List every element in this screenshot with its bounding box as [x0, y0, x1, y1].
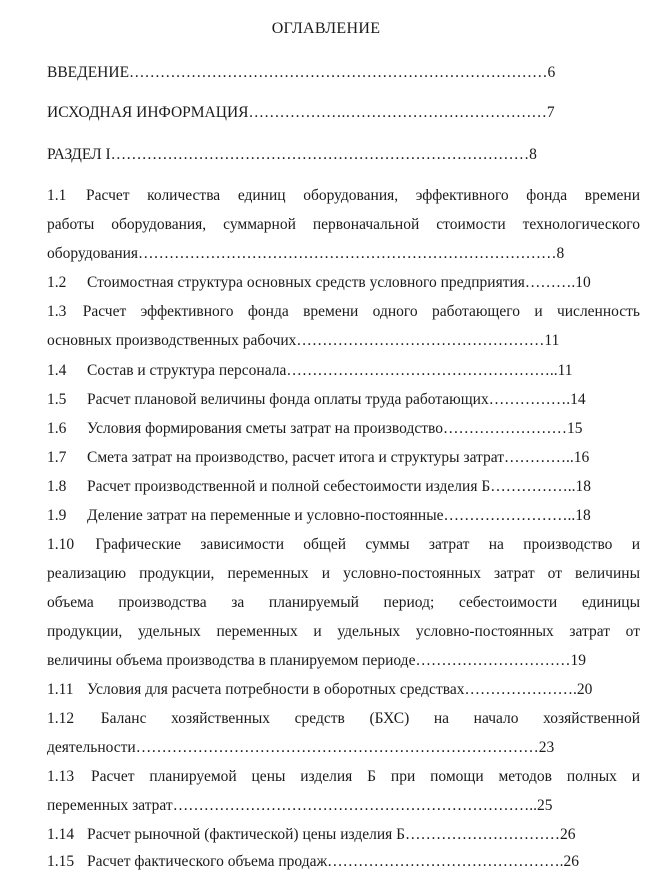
- toc-entry-text: Условия формирования сметы затрат на производство……………………15: [87, 420, 583, 437]
- toc-entry-text: Расчет планируемой цены изделия Б при помощи методов полных и: [90, 768, 640, 785]
- toc-entry-section-1: [47, 145, 640, 165]
- toc-entry-text: работы оборудования, суммарной первоначальной стоимости технологического: [47, 216, 640, 233]
- toc-entry-number: 1.5: [47, 391, 67, 408]
- toc-entry-1-13: [47, 767, 640, 787]
- toc-entry-1-9: [47, 506, 640, 526]
- toc-entry-text: объема производства за планируемый период; себестоимости единицы: [47, 594, 640, 611]
- page-title: ОГЛАВЛЕНИЕ: [271, 20, 381, 37]
- toc-entry-1-7: [47, 448, 640, 468]
- toc-entry-number: 1.11: [47, 681, 74, 698]
- toc-entry-text: оборудования………………………………………………………………………8: [47, 245, 565, 262]
- toc-entry-1-3: [47, 302, 640, 322]
- toc-entry-text: Состав и структура персонала……………………………………………..11: [87, 362, 573, 379]
- toc-entry-text: ИСХОДНАЯ ИНФОРМАЦИЯ……………….…………………………………7: [47, 104, 555, 121]
- toc-entry-text: Расчет эффективного фонда времени одного работающего и численность: [82, 303, 640, 320]
- toc-entry-number: 1.6: [47, 420, 67, 437]
- toc-entry-text: Условия для расчета потребности в оборотных средствах………………….20: [87, 681, 593, 698]
- toc-entry-1-10-cont: [47, 593, 640, 613]
- toc-entry-number: 1.10: [47, 536, 75, 553]
- toc-entry-text: величины объема производства в планируемом периоде…………………………19: [47, 652, 586, 669]
- toc-entry-text: реализацию продукции, переменных и условно-постоянных затрат от величины: [47, 565, 640, 582]
- toc-entry-text: деятельности……………………………………………………………………23: [47, 739, 555, 756]
- toc-entry-1-12-cont: [47, 738, 640, 758]
- toc-entry-number: 1.7: [47, 449, 67, 466]
- toc-entry-1-1-cont: [47, 244, 640, 264]
- toc-entry-1-2: [47, 273, 640, 293]
- toc-entry-1-3-cont: [47, 331, 640, 351]
- toc-entry-1-10-cont: [47, 622, 640, 642]
- toc-entry-1-15: [47, 852, 640, 872]
- toc-entry-1-4: [47, 361, 640, 381]
- toc-entry-1-12: [47, 709, 640, 729]
- toc-entry-introduction: [47, 63, 640, 83]
- toc-entry-text: основных производственных рабочих…………………………………………11: [47, 332, 560, 349]
- toc-entry-text: ВВЕДЕНИЕ………………………………………………………………………6: [47, 64, 556, 81]
- toc-entry-1-1-cont: [47, 215, 640, 235]
- toc-entry-number: 1.2: [47, 274, 67, 291]
- toc-entry-number: 1.3: [47, 303, 67, 320]
- toc-entry-text: Деление затрат на переменные и условно-постоянные……………………..18: [87, 507, 591, 524]
- toc-entry-1-14: [47, 825, 640, 845]
- toc-entry-text: РАЗДЕЛ I………………………………………………………………………8: [47, 146, 537, 163]
- toc-entry-number: 1.13: [47, 768, 75, 785]
- toc-entry-text: продукции, удельных переменных и удельных условно-постоянных затрат от: [47, 623, 640, 640]
- toc-entry-1-6: [47, 419, 640, 439]
- toc-entry-number: 1.1: [47, 187, 67, 204]
- toc-entry-text: Расчет фактического объема продаж……………………………………….26: [87, 853, 580, 870]
- toc-entry-text: Расчет рыночной (фактической) цены изделия Б…………………………26: [87, 826, 576, 843]
- toc-entry-number: 1.15: [47, 853, 75, 870]
- toc-entry-1-13-cont: [47, 796, 640, 816]
- toc-entry-number: 1.8: [47, 478, 67, 495]
- toc-entry-1-8: [47, 477, 640, 497]
- toc-entry-number: 1.9: [47, 507, 67, 524]
- toc-entry-text: переменных затрат……………………………………………………………..25: [47, 797, 553, 814]
- toc-entry-text: Расчет количества единиц оборудования, эффективного фонда времени: [86, 187, 640, 204]
- toc-entry-number: 1.4: [47, 362, 67, 379]
- toc-entry-1-1: [47, 186, 640, 206]
- toc-entry-number: 1.14: [47, 826, 75, 843]
- toc-entry-1-11: [47, 680, 640, 700]
- toc-entry-number: 1.12: [47, 710, 75, 727]
- toc-entry-text: Расчет производственной и полной себестоимости изделия Б……………..18: [87, 478, 591, 495]
- toc-entry-text: Баланс хозяйственных средств (БХС) на начало хозяйственной: [100, 710, 640, 727]
- toc-entry-text: Расчет плановой величины фонда оплаты труда работающих…………….14: [87, 391, 586, 408]
- toc-entry-source-info: [47, 103, 640, 123]
- toc-entry-text: Стоимостная структура основных средств условного предприятия……….10: [87, 274, 591, 291]
- toc-entry-text: Графические зависимости общей суммы затрат на производство и: [95, 536, 640, 553]
- toc-entry-text: Смета затрат на производство, расчет итога и структуры затрат…………..16: [87, 449, 590, 466]
- toc-entry-1-5: [47, 390, 640, 410]
- toc-entry-1-10-cont: [47, 651, 640, 671]
- toc-entry-1-10: [47, 535, 640, 555]
- toc-entry-1-10-cont: [47, 564, 640, 584]
